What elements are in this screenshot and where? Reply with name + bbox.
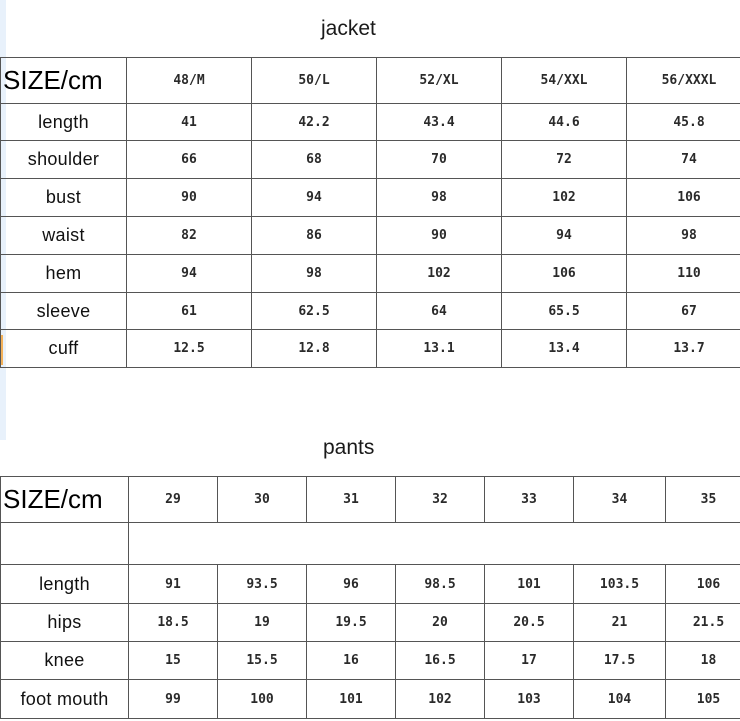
table-cell: 105 [666, 680, 740, 719]
table-cell: 45.8 [627, 104, 740, 141]
table-cell: 98 [627, 217, 740, 255]
table-cell: 15 [129, 642, 218, 680]
table-cell: 106 [627, 179, 740, 217]
table-row [1, 565, 740, 604]
pants-size-col: 32 [396, 477, 485, 523]
table-cell: 12.8 [252, 330, 377, 368]
table-cell: 98 [377, 179, 502, 217]
table-cell: 82 [127, 217, 252, 255]
table-cell: 86 [252, 217, 377, 255]
table-cell: 67 [627, 293, 740, 330]
table-cell: 64 [377, 293, 502, 330]
table-cell: 61 [127, 293, 252, 330]
table-row [1, 604, 740, 642]
table-cell: 102 [502, 179, 627, 217]
jacket-size-table [0, 57, 740, 368]
jacket-size-col: 56/XXXL [627, 58, 740, 104]
row-label: hem [1, 255, 127, 293]
table-cell: 17.5 [574, 642, 666, 680]
row-label: length [1, 104, 127, 141]
table-cell: 106 [502, 255, 627, 293]
table-cell: 21.5 [666, 604, 740, 642]
pants-size-table [0, 476, 740, 719]
table-cell: 103.5 [574, 565, 666, 604]
pants-size-col: 33 [485, 477, 574, 523]
pants-title: pants [323, 436, 375, 459]
table-cell: 102 [396, 680, 485, 719]
table-cell: 91 [129, 565, 218, 604]
row-label: sleeve [1, 293, 127, 330]
jacket-size-col: 54/XXL [502, 58, 627, 104]
table-cell: 17 [485, 642, 574, 680]
blank-cell [129, 523, 740, 565]
table-row [1, 293, 740, 330]
jacket-title: jacket [321, 17, 376, 40]
table-cell: 74 [627, 141, 740, 179]
table-cell: 12.5 [127, 330, 252, 368]
table-cell: 96 [307, 565, 396, 604]
table-cell: 62.5 [252, 293, 377, 330]
table-cell: 99 [129, 680, 218, 719]
table-cell: 15.5 [218, 642, 307, 680]
table-cell: 19.5 [307, 604, 396, 642]
blank-cell [1, 523, 129, 565]
table-cell: 43.4 [377, 104, 502, 141]
table-cell: 13.4 [502, 330, 627, 368]
table-cell: 18 [666, 642, 740, 680]
table-cell: 94 [502, 217, 627, 255]
table-cell: 66 [127, 141, 252, 179]
pants-header-row [1, 477, 740, 523]
row-label: bust [1, 179, 127, 217]
table-row [1, 680, 740, 719]
table-row [1, 141, 740, 179]
table-cell: 13.7 [627, 330, 740, 368]
table-row [1, 255, 740, 293]
table-cell: 90 [127, 179, 252, 217]
pants-size-col: 35 [666, 477, 740, 523]
jacket-header-row [1, 58, 740, 104]
pants-size-col: 31 [307, 477, 396, 523]
table-cell: 102 [377, 255, 502, 293]
table-cell: 20 [396, 604, 485, 642]
table-cell: 16 [307, 642, 396, 680]
table-row [1, 104, 740, 141]
row-label: foot mouth [1, 680, 129, 719]
jacket-size-col: 50/L [252, 58, 377, 104]
row-label: knee [1, 642, 129, 680]
table-cell: 101 [307, 680, 396, 719]
table-row [1, 330, 740, 368]
row-label: shoulder [1, 141, 127, 179]
table-cell: 90 [377, 217, 502, 255]
pants-size-col: 34 [574, 477, 666, 523]
jacket-size-col: 48/M [127, 58, 252, 104]
row-label: length [1, 565, 129, 604]
jacket-size-label: SIZE/cm [1, 58, 127, 104]
table-cell: 100 [218, 680, 307, 719]
table-cell: 20.5 [485, 604, 574, 642]
table-row [1, 642, 740, 680]
table-cell: 101 [485, 565, 574, 604]
pants-size-col: 29 [129, 477, 218, 523]
table-cell: 42.2 [252, 104, 377, 141]
table-cell: 44.6 [502, 104, 627, 141]
table-row [1, 179, 740, 217]
jacket-size-col: 52/XL [377, 58, 502, 104]
table-cell: 72 [502, 141, 627, 179]
table-cell: 19 [218, 604, 307, 642]
table-cell: 104 [574, 680, 666, 719]
table-cell: 93.5 [218, 565, 307, 604]
pants-size-col: 30 [218, 477, 307, 523]
table-cell: 103 [485, 680, 574, 719]
pants-size-label: SIZE/cm [1, 477, 129, 523]
row-label: waist [1, 217, 127, 255]
table-cell: 41 [127, 104, 252, 141]
table-cell: 106 [666, 565, 740, 604]
table-cell: 16.5 [396, 642, 485, 680]
row-label: hips [1, 604, 129, 642]
table-cell: 70 [377, 141, 502, 179]
table-row [1, 217, 740, 255]
table-cell: 65.5 [502, 293, 627, 330]
table-cell: 13.1 [377, 330, 502, 368]
table-cell: 98 [252, 255, 377, 293]
table-cell: 68 [252, 141, 377, 179]
table-cell: 21 [574, 604, 666, 642]
table-cell: 94 [127, 255, 252, 293]
table-cell: 98.5 [396, 565, 485, 604]
table-cell: 110 [627, 255, 740, 293]
pants-blank-row [1, 523, 740, 565]
row-label: cuff [1, 330, 127, 368]
table-cell: 18.5 [129, 604, 218, 642]
table-cell: 94 [252, 179, 377, 217]
